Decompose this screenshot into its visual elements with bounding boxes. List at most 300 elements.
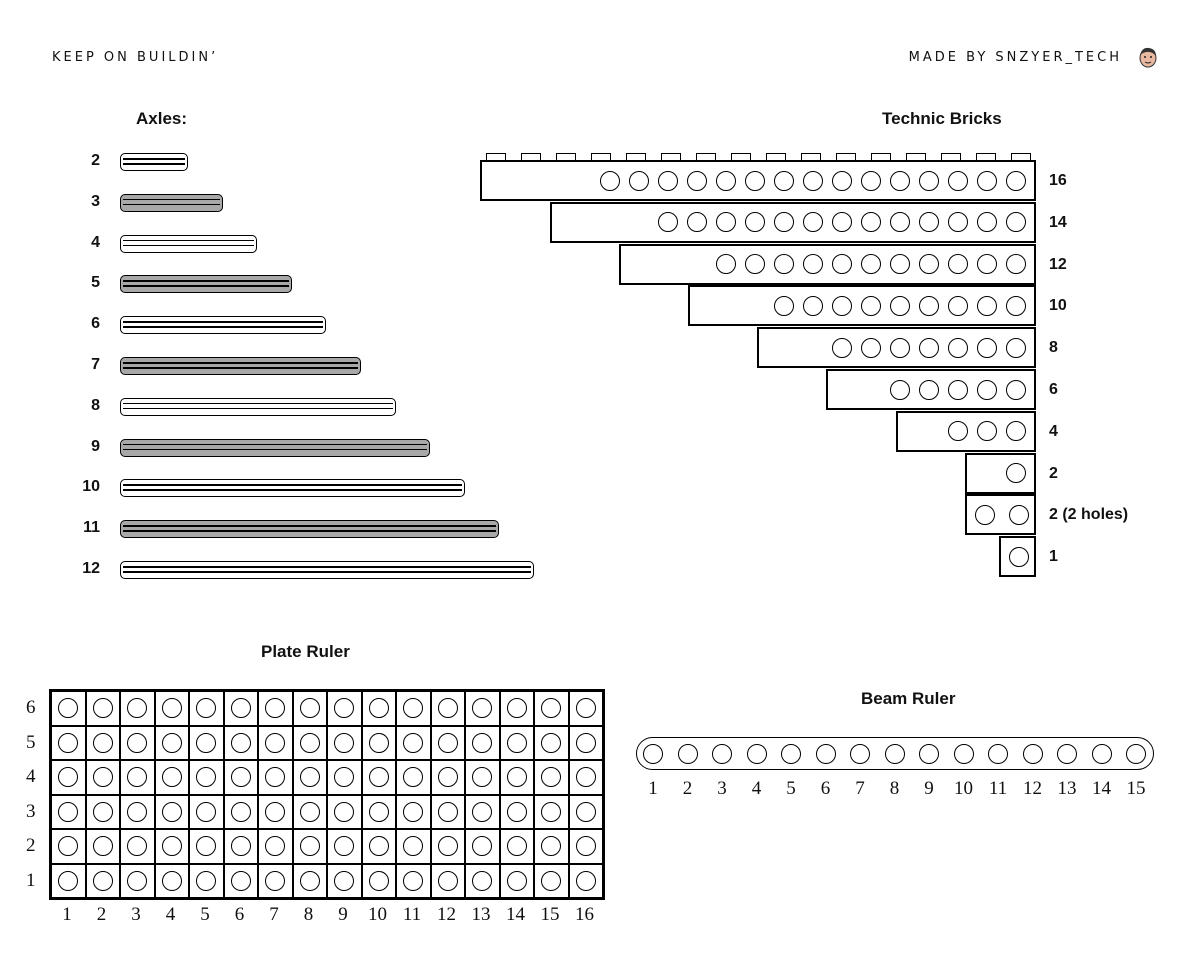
- plate-col-label: 8: [303, 904, 314, 925]
- plate-cell: [327, 760, 362, 795]
- plate-stud: [300, 698, 320, 718]
- plate-cell: [120, 829, 155, 864]
- beam-hole-label: 11: [988, 778, 1008, 799]
- plate-cell: [396, 760, 431, 795]
- plate-cell: [396, 795, 431, 830]
- plate-stud: [541, 767, 561, 787]
- plate-cell: [189, 691, 224, 726]
- plate-stud: [541, 871, 561, 891]
- plate-stud: [472, 733, 492, 753]
- axle-bar: [120, 153, 188, 171]
- plate-cell: [51, 691, 86, 726]
- plate-stud: [127, 871, 147, 891]
- plate-cell: [258, 726, 293, 761]
- brick-hole: [1009, 547, 1029, 567]
- axle-label: 7: [91, 356, 100, 373]
- brick-hole: [745, 212, 765, 232]
- brick-hole: [1006, 171, 1026, 191]
- plate-stud: [300, 836, 320, 856]
- technic-brick: [965, 453, 1036, 494]
- brick-hole: [1006, 463, 1026, 483]
- plate-cell: [569, 829, 604, 864]
- plate-cell: [155, 795, 190, 830]
- axle-bar: [120, 194, 223, 212]
- plate-cell: [258, 760, 293, 795]
- plate-ruler-grid: [49, 689, 605, 900]
- plate-stud: [162, 871, 182, 891]
- brick-label: 14: [1049, 213, 1067, 231]
- plate-stud: [127, 836, 147, 856]
- plate-stud: [576, 836, 596, 856]
- plate-stud: [541, 802, 561, 822]
- plate-cell: [293, 691, 328, 726]
- plate-stud: [196, 767, 216, 787]
- plate-stud: [127, 733, 147, 753]
- plate-col-label: 3: [131, 904, 141, 925]
- plate-cell: [155, 691, 190, 726]
- brick-hole: [658, 171, 678, 191]
- plate-cell: [327, 864, 362, 899]
- plate-row-label: 1: [26, 869, 36, 891]
- plate-cell: [362, 864, 397, 899]
- beam-hole-label: 2: [682, 778, 693, 799]
- plate-stud: [93, 733, 113, 753]
- plate-cell: [465, 795, 500, 830]
- brick-hole: [919, 296, 939, 316]
- plate-cell: [431, 726, 466, 761]
- brick-stud: [976, 153, 996, 160]
- brick-label: 16: [1049, 172, 1067, 189]
- plate-stud: [334, 871, 354, 891]
- plate-cell: [431, 691, 466, 726]
- plate-stud: [300, 767, 320, 787]
- brick-hole: [919, 380, 939, 400]
- plate-stud: [334, 733, 354, 753]
- beam-hole-label: 8: [889, 778, 900, 799]
- plate-stud: [369, 767, 389, 787]
- plate-stud: [93, 767, 113, 787]
- brick-hole: [832, 296, 852, 316]
- plate-cell: [362, 760, 397, 795]
- axle-bar: [120, 398, 396, 416]
- plate-stud: [438, 698, 458, 718]
- brick-stud: [696, 153, 716, 160]
- plate-cell: [500, 864, 535, 899]
- plate-cell: [224, 691, 259, 726]
- plate-cell: [224, 864, 259, 899]
- brick-hole: [890, 254, 910, 274]
- brick-hole: [919, 254, 939, 274]
- brick-hole: [919, 338, 939, 358]
- beam-hole: [1092, 744, 1112, 764]
- plate-stud: [403, 733, 423, 753]
- plate-cell: [431, 795, 466, 830]
- brick-hole: [716, 171, 736, 191]
- beam-hole: [885, 744, 905, 764]
- plate-stud: [265, 767, 285, 787]
- plate-cell: [465, 829, 500, 864]
- beam-hole: [1057, 744, 1077, 764]
- axle-label: 4: [91, 233, 100, 251]
- plate-cell: [500, 726, 535, 761]
- plate-stud: [438, 767, 458, 787]
- beam-hole: [678, 744, 698, 764]
- beam-hole-label: 3: [717, 778, 727, 799]
- plate-stud: [472, 767, 492, 787]
- plate-cell: [396, 691, 431, 726]
- plate-stud: [162, 836, 182, 856]
- brick-stud: [871, 153, 891, 160]
- axle-label: 6: [91, 315, 100, 333]
- brick-stud: [836, 153, 856, 160]
- plate-cell: [465, 691, 500, 726]
- plate-cell: [155, 760, 190, 795]
- plate-cell: [189, 760, 224, 795]
- brick-hole: [890, 212, 910, 232]
- plate-stud: [265, 733, 285, 753]
- plate-col-label: 13: [471, 904, 491, 925]
- plate-stud: [576, 802, 596, 822]
- plate-row-label: 5: [26, 731, 36, 753]
- plate-stud: [265, 802, 285, 822]
- axle-label: 12: [82, 560, 100, 577]
- plate-cell: [465, 864, 500, 899]
- brick-hole: [948, 254, 968, 274]
- plate-stud: [472, 871, 492, 891]
- brick-hole: [600, 171, 620, 191]
- beam-hole: [919, 744, 939, 764]
- plate-stud: [231, 733, 251, 753]
- brick-hole: [890, 380, 910, 400]
- axles-title: Axles:: [136, 109, 188, 128]
- brick-label: 12: [1049, 255, 1067, 273]
- plate-stud: [58, 733, 78, 753]
- plate-cell: [293, 795, 328, 830]
- brick-studs: [486, 153, 1031, 160]
- plate-stud: [58, 802, 78, 822]
- plate-cell: [120, 760, 155, 795]
- plate-cell: [327, 691, 362, 726]
- brick-stud: [661, 153, 681, 160]
- plate-cell: [86, 864, 121, 899]
- beam-hole-label: 4: [751, 778, 762, 799]
- plate-cell: [224, 726, 259, 761]
- plate-stud: [369, 802, 389, 822]
- plate-cell: [155, 864, 190, 899]
- brick-stud: [941, 153, 961, 160]
- plate-cell: [224, 760, 259, 795]
- plate-stud: [369, 698, 389, 718]
- plate-stud: [438, 802, 458, 822]
- plate-stud: [576, 871, 596, 891]
- brick-hole: [832, 171, 852, 191]
- plate-cell: [534, 795, 569, 830]
- plate-stud: [334, 698, 354, 718]
- plate-stud: [231, 767, 251, 787]
- plate-stud: [438, 871, 458, 891]
- brick-stud: [906, 153, 926, 160]
- plate-cell: [569, 760, 604, 795]
- plate-row-label: 2: [26, 835, 36, 856]
- beam-hole-label: 13: [1057, 778, 1077, 799]
- plate-cell: [51, 795, 86, 830]
- brick-hole: [687, 171, 707, 191]
- plate-cell: [51, 829, 86, 864]
- plate-col-label: 7: [269, 904, 279, 925]
- plate-stud: [93, 871, 113, 891]
- axle-bar: [120, 561, 534, 579]
- plate-cell: [293, 864, 328, 899]
- plate-col-label: 16: [575, 904, 594, 925]
- plate-stud: [58, 767, 78, 787]
- plate-cell: [155, 829, 190, 864]
- brick-hole: [745, 254, 765, 274]
- beam-hole: [643, 744, 663, 764]
- plate-cell: [293, 829, 328, 864]
- brick-hole: [1009, 505, 1029, 525]
- beam-hole: [1126, 744, 1146, 764]
- brick-label: 10: [1049, 297, 1067, 315]
- technic-brick: [826, 369, 1036, 410]
- brick-hole: [658, 212, 678, 232]
- brick-hole: [687, 212, 707, 232]
- beam-ruler-title: Beam Ruler: [861, 689, 956, 708]
- plate-stud: [403, 871, 423, 891]
- plate-cell: [189, 864, 224, 899]
- plate-stud: [403, 836, 423, 856]
- beam-hole: [747, 744, 767, 764]
- brick-label: 6: [1049, 381, 1058, 398]
- brick-hole: [774, 171, 794, 191]
- brick-hole: [975, 505, 995, 525]
- brick-stud: [591, 153, 611, 160]
- brick-stud: [731, 153, 751, 160]
- plate-cell: [431, 829, 466, 864]
- plate-stud: [58, 871, 78, 891]
- plate-cell: [465, 760, 500, 795]
- technic-bricks-title: Technic Bricks: [882, 109, 1002, 128]
- beam-ruler-beam: [636, 737, 1154, 770]
- brick-hole: [629, 171, 649, 191]
- plate-cell: [120, 864, 155, 899]
- plate-stud: [403, 802, 423, 822]
- plate-row-label: 6: [26, 697, 36, 718]
- plate-cell: [569, 795, 604, 830]
- plate-stud: [93, 836, 113, 856]
- brick-hole: [832, 212, 852, 232]
- technic-brick: [757, 327, 1036, 368]
- plate-cell: [86, 726, 121, 761]
- plate-stud: [127, 698, 147, 718]
- beam-hole: [1023, 744, 1043, 764]
- beam-hole-label: 7: [855, 778, 865, 799]
- brick-stud: [626, 153, 646, 160]
- plate-stud: [300, 871, 320, 891]
- brick-hole: [977, 254, 997, 274]
- plate-stud: [300, 733, 320, 753]
- plate-stud: [196, 802, 216, 822]
- brick-stud: [766, 153, 786, 160]
- brick-hole: [948, 380, 968, 400]
- plate-stud: [196, 836, 216, 856]
- brick-hole: [803, 296, 823, 316]
- plate-cell: [569, 864, 604, 899]
- plate-cell: [396, 864, 431, 899]
- brick-hole: [1006, 421, 1026, 441]
- plate-stud: [507, 698, 527, 718]
- plate-stud: [576, 767, 596, 787]
- brick-hole: [803, 254, 823, 274]
- plate-stud: [472, 802, 492, 822]
- brick-hole: [861, 212, 881, 232]
- plate-cell: [465, 726, 500, 761]
- brick-hole: [977, 338, 997, 358]
- plate-stud: [162, 733, 182, 753]
- beam-hole-label: 1: [648, 778, 658, 799]
- axle-label: 9: [91, 437, 100, 455]
- plate-stud: [93, 698, 113, 718]
- brick-hole: [803, 212, 823, 232]
- plate-col-label: 1: [62, 904, 72, 925]
- plate-cell: [258, 864, 293, 899]
- plate-stud: [507, 836, 527, 856]
- brick-hole: [861, 254, 881, 274]
- plate-cell: [51, 864, 86, 899]
- brick-hole: [745, 171, 765, 191]
- plate-col-label: 2: [96, 904, 107, 925]
- plate-stud: [196, 733, 216, 753]
- plate-stud: [127, 802, 147, 822]
- brick-hole: [1006, 338, 1026, 358]
- brick-hole: [803, 171, 823, 191]
- brick-hole: [948, 212, 968, 232]
- plate-col-label: 12: [437, 904, 456, 925]
- plate-cell: [224, 829, 259, 864]
- plate-stud: [438, 733, 458, 753]
- plate-stud: [403, 767, 423, 787]
- plate-cell: [258, 829, 293, 864]
- beam-hole-label: 6: [820, 778, 831, 799]
- beam-hole-label: 14: [1092, 778, 1111, 799]
- brick-hole: [774, 212, 794, 232]
- plate-cell: [569, 726, 604, 761]
- plate-ruler-title: Plate Ruler: [261, 642, 350, 661]
- brick-stud: [1011, 153, 1031, 160]
- plate-stud: [541, 836, 561, 856]
- plate-stud: [541, 733, 561, 753]
- plate-cell: [500, 795, 535, 830]
- plate-col-label: 10: [368, 904, 387, 925]
- plate-cell: [327, 726, 362, 761]
- beam-hole-label: 10: [954, 778, 973, 799]
- plate-cell: [500, 829, 535, 864]
- plate-cell: [189, 795, 224, 830]
- technic-brick: [896, 411, 1036, 452]
- plate-stud: [403, 698, 423, 718]
- plate-cell: [155, 726, 190, 761]
- plate-cell: [396, 829, 431, 864]
- plate-row-label: 4: [26, 766, 36, 787]
- plate-stud: [507, 871, 527, 891]
- plate-stud: [507, 733, 527, 753]
- brick-hole: [774, 254, 794, 274]
- plate-stud: [300, 802, 320, 822]
- plate-stud: [196, 698, 216, 718]
- axle-label: 11: [83, 519, 100, 537]
- plate-cell: [327, 829, 362, 864]
- plate-stud: [265, 871, 285, 891]
- plate-col-label: 6: [234, 904, 245, 925]
- brick-hole: [977, 421, 997, 441]
- plate-stud: [507, 802, 527, 822]
- plate-col-label: 15: [540, 904, 560, 925]
- plate-cell: [258, 795, 293, 830]
- plate-cell: [51, 726, 86, 761]
- brick-hole: [861, 171, 881, 191]
- plate-stud: [231, 698, 251, 718]
- plate-col-label: 11: [402, 904, 422, 925]
- brick-hole: [890, 296, 910, 316]
- plate-cell: [534, 864, 569, 899]
- plate-cell: [293, 726, 328, 761]
- brick-stud: [801, 153, 821, 160]
- brick-hole: [861, 338, 881, 358]
- header-right-text: MADE BY SNZYER_TECH: [908, 50, 1122, 65]
- beam-hole: [816, 744, 836, 764]
- brick-label: 2: [1049, 464, 1058, 482]
- axle-label: 10: [82, 478, 100, 496]
- plate-cell: [51, 760, 86, 795]
- axle-label: 5: [91, 274, 100, 292]
- plate-col-label: 9: [338, 904, 348, 925]
- brick-stud: [486, 153, 506, 160]
- plate-stud: [576, 698, 596, 718]
- brick-hole: [716, 212, 736, 232]
- technic-brick: [999, 536, 1036, 577]
- brick-hole: [977, 171, 997, 191]
- plate-cell: [431, 864, 466, 899]
- beam-hole-label: 5: [786, 778, 796, 799]
- plate-stud: [196, 871, 216, 891]
- brick-hole: [832, 338, 852, 358]
- plate-stud: [334, 836, 354, 856]
- plate-col-label: 4: [165, 904, 176, 925]
- plate-cell: [189, 726, 224, 761]
- brick-hole: [977, 296, 997, 316]
- axle-bar: [120, 357, 361, 375]
- plate-stud: [576, 733, 596, 753]
- brick-label: 1: [1049, 548, 1058, 566]
- plate-stud: [127, 767, 147, 787]
- plate-stud: [58, 698, 78, 718]
- plate-stud: [162, 767, 182, 787]
- plate-cell: [86, 691, 121, 726]
- technic-brick: [688, 285, 1036, 326]
- brick-hole: [774, 296, 794, 316]
- technic-brick: [619, 244, 1036, 285]
- plate-stud: [231, 802, 251, 822]
- brick-hole: [1006, 380, 1026, 400]
- brick-hole: [1006, 254, 1026, 274]
- plate-stud: [162, 698, 182, 718]
- brick-hole: [977, 212, 997, 232]
- plate-cell: [362, 795, 397, 830]
- plate-cell: [534, 760, 569, 795]
- technic-brick: [965, 494, 1036, 535]
- brick-hole: [832, 254, 852, 274]
- plate-cell: [431, 760, 466, 795]
- plate-cell: [500, 691, 535, 726]
